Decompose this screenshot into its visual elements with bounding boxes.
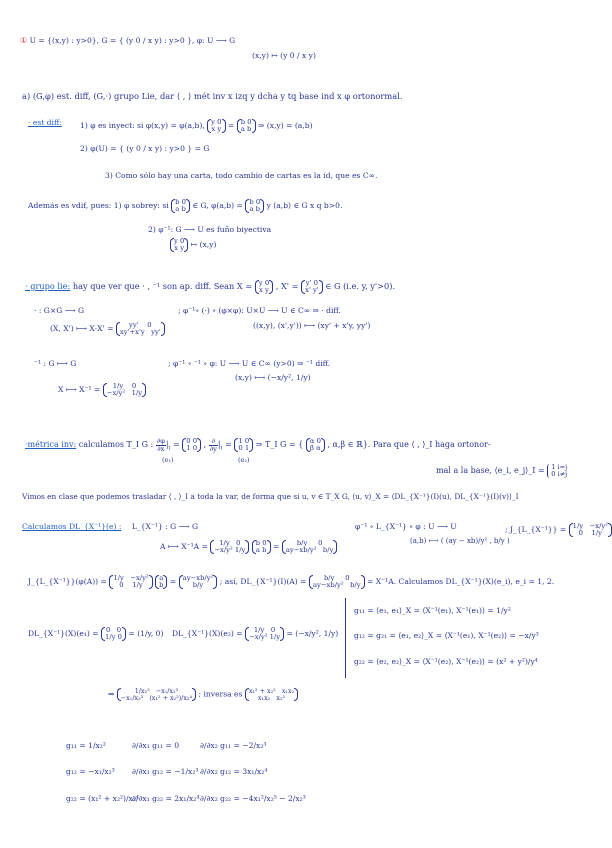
est-diff-l5: 2) φ⁻¹: G ⟶ U es fuño biyectiva: [148, 225, 272, 234]
statement-left: U = {(x,y) : y>0}, G = { (y 0 / x y) : y>0 }, φ: U ⟶ G: [29, 36, 236, 45]
metrica-line2: mal a la base, ⟨e_i, e_j⟩_I = 1 i=j 0 i≠j: [436, 463, 568, 478]
deriv-g12: g₁₂ = −x₁/x₂³: [66, 767, 115, 776]
g12-line: g₁₂ = g₂₁ = ⟨e₁, e₂⟩_X = ⟨X⁻¹(e₁), X⁻¹(e₂)⟩ = −x/y³: [354, 631, 539, 640]
deriv-g22-x1: ∂/∂x₁ g₂₂ = 2x₁/x₂⁴: [132, 794, 200, 803]
circled-one-icon: ①: [20, 36, 28, 45]
metrica-line1: ·métrica inv: calculamos T_I G : $\frac{\partial\varphi}{\partial x}$ $|_I$ = 0 0 1 0 , $\frac{\partial}{\partial y}$ $|_I$ = 1 0 0 1 ⇒ T_I G = { α 0 β α , α,β ∈ ℝ}. Para que ⟨ , ⟩_I haga ortonor-: [25, 437, 491, 453]
dl2-line: DL_{X⁻¹}(X)(e₂) = 1/y 0 −x/y² 1/y = (−x/y², 1/y): [172, 626, 339, 642]
est-diff-l3: 3) Como sólo hay una carta, todo cambio de cartas es la id, que es C∞.: [105, 171, 378, 180]
inv-comp-b: (x,y) ⟼ (−x/y², 1/y): [235, 373, 311, 382]
final-matrix-line: ⇒ 1/x₂² −x₁/x₂³ −x₁/x₂³ (x₁² + x₂²)/x₂⁴ ; inversa es x₁² + x₂² x₁x₂ x₁x₂ x₂²: [108, 688, 298, 701]
jacobian-line: ; J_{L_{X⁻¹}} = 1/y −x/y² 0 1/y: [505, 523, 612, 537]
g22-line: g₂₂ = ⟨e₂, e₂⟩_X = ⟨X⁻¹(e₂), X⁻¹(e₂)⟩ = (x² + y²)/y⁴: [354, 657, 538, 666]
e1-label: (e₁): [162, 456, 174, 464]
prod-comp: ; φ⁻¹∘ (·) ∘ (φ×φ): U×U ⟶ U ∈ C∞ ⇒ · diff.: [178, 306, 341, 315]
e2-label: (e₂): [238, 456, 250, 464]
deriv-g22-x2: ∂/∂x₂ g₂₂ = −4x₁²/x₂⁵ − 2/x₂³: [200, 794, 306, 803]
est-diff-heading: · est diff:: [28, 118, 62, 127]
est-diff-l1: 1) φ es inyect: si φ(x,y) = φ(a,b), y 0 x y = b 0 a b ⇒ (x,y) = (a,b): [80, 118, 313, 134]
calc-map-b: A ⟼ X⁻¹A = 1/y 0 −x/y² 1/y b 0 a b = b/y 0 ay−xb/y² b/y: [160, 540, 337, 554]
grupo-lie-intro: · grupo lie: hay que ver que · , ⁻¹ son ap. diff. Sean X = y 0 x y , X' = y' 0 x' y' ∈ G (i.e. y, y'>0).: [25, 279, 396, 295]
divider-line: [345, 598, 346, 678]
deriv-g11-x1: ∂/∂x₁ g₁₁ = 0: [132, 741, 180, 750]
prod-map: (X, X') ⟼ X·X' = yy' 0 xy'+x'y yy': [50, 322, 165, 336]
est-diff-l2: 2) φ(U) = { (y 0 / x y) : y>0 } = G: [80, 144, 210, 153]
inv-map: X ⟼ X⁻¹ = 1/y 0 −x/y² 1/y: [58, 383, 146, 397]
deriv-g22: g₂₂ = (x₁² + x₂²)/x₂⁴: [66, 794, 139, 803]
statement-mapping: (x,y) ↦ (y 0 / x y): [252, 51, 316, 60]
calc-coord-b: (a,b) ⟼ ( (ay − xb)/y² , b/y ): [410, 537, 510, 545]
exercise-header: [20, 37, 235, 45]
deriv-g11-x2: ∂/∂x₂ g₁₁ = −2/x₂³: [200, 741, 267, 750]
calc-head-line: Calculamos DL_{X⁻¹}(e) : L_{X⁻¹} : G ⟶ G: [22, 522, 199, 531]
part-a-text: a) (G,φ) est. diff, (G,·) grupo Lie, dar ⟨ , ⟩ mét inv x izq y dcha y tq base ind x φ ortonormal.: [22, 91, 403, 101]
jl-line: J_{L_{X⁻¹}}(φ(A)) = 1/y −x/y² 0 1/y a b = ay−xb/y² b/y ; así, DL_{X⁻¹}(I)(A) = b/y 0 ay−xb/y² b/y = X⁻¹A. Calculamos DL_{X⁻¹}(X)(e_i), e_i = 1, 2.: [28, 574, 555, 590]
deriv-g11: g₁₁ = 1/x₂²: [66, 741, 106, 750]
g11-line: g₁₁ = ⟨e₁, e₁⟩_X = ⟨X⁻¹(e₁), X⁻¹(e₁)⟩ = 1/y²: [354, 606, 511, 615]
prod-head: · : G×G ⟶ G: [34, 306, 85, 315]
dl1-line: DL_{X⁻¹}(X)(e₁) = 0 0 1/y 0 = (1/y, 0): [28, 626, 164, 642]
est-diff-l5b: y 0 x y ↦ (x,y): [170, 238, 216, 252]
est-diff-l4: Además es vdif, pues: 1) φ sobrey: si b 0 a b ∈ G, φ(a,b) = b 0 a b y (a,b) ∈ G x q b>0.: [28, 198, 343, 214]
inv-head: ⁻¹ : G ⟼ G: [34, 359, 77, 368]
inv-comp: ; φ⁻¹ ∘ ⁻¹ ∘ φ: U ⟶ U ∈ C∞ (y>0) ⇒ ⁻¹ diff.: [168, 359, 331, 368]
translate-text: Vimos en clase que podemos trasladar ⟨ , ⟩_I a toda la var, de forma que si u, v ∈ T_X G, ⟨u, v⟩_X = ⟨DL_{X⁻¹}(I)(u), DL_{X⁻¹}(I)(v)⟩_I: [22, 492, 519, 501]
deriv-g12-x1: ∂/∂x₁ g₁₂ = −1/x₂³: [132, 767, 199, 776]
calc-coord: φ⁻¹ ∘ L_{X⁻¹} ∘ φ : U ⟶ U: [355, 522, 457, 531]
deriv-g12-x2: ∂/∂x₂ g₁₂ = 3x₁/x₂⁴: [200, 767, 268, 776]
prod-comp-b: ((x,y), (x',y')) ⟼ (xy' + x'y, yy'): [253, 321, 371, 330]
